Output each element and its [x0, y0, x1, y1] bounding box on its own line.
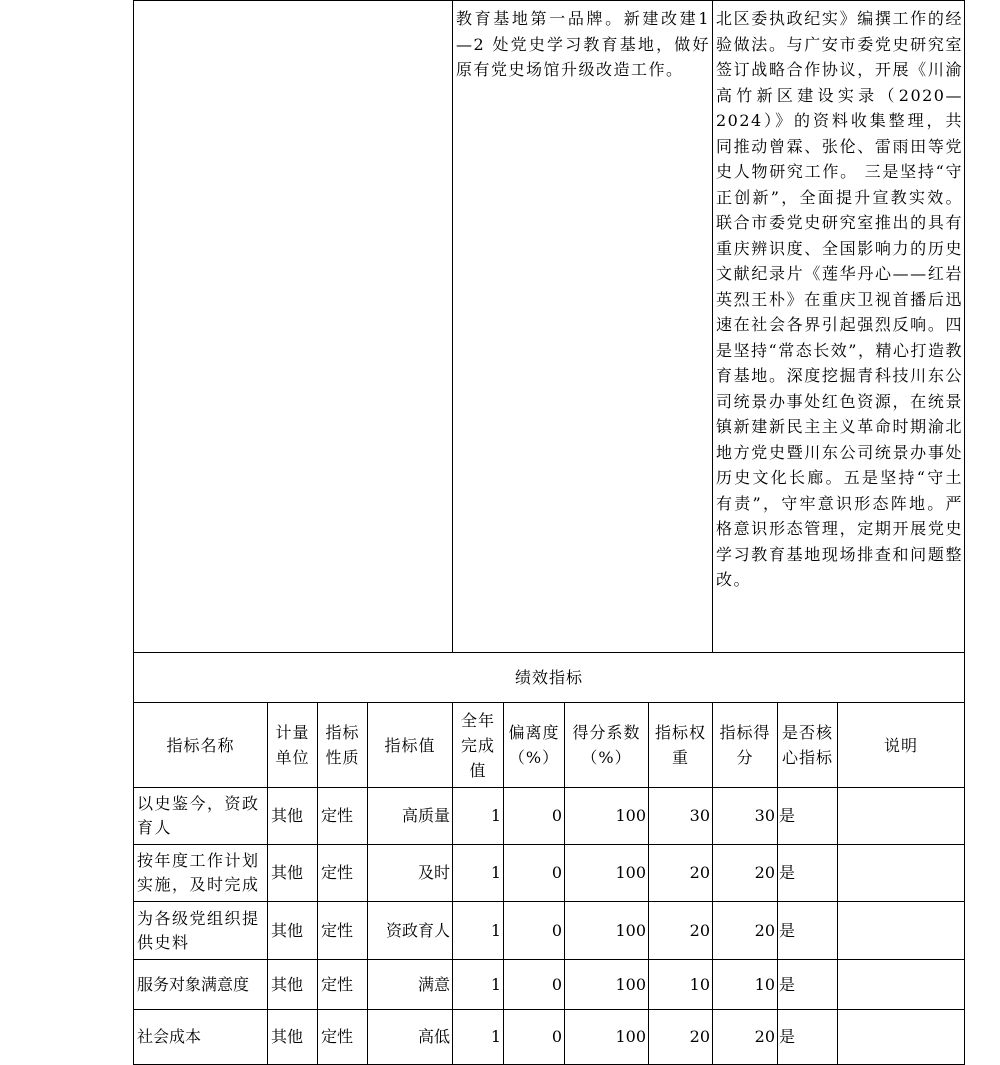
achievement-text-cell: [712, 0, 965, 653]
row2-deviation: [503, 844, 565, 902]
row1-deviation: [503, 787, 565, 845]
row1-unit-text: 其他: [271, 806, 304, 825]
row4-coef: [564, 959, 649, 1010]
row5-score: [712, 1009, 778, 1065]
header-actual-label: 全年完成值: [461, 710, 496, 780]
row3-note: [837, 901, 965, 960]
row5-target: [367, 1009, 453, 1065]
row4-note: [837, 959, 965, 1010]
row3-unit: [267, 901, 318, 960]
header-target-label: 指标值: [384, 735, 436, 755]
row5-target-text: 高低: [417, 1027, 450, 1046]
row4-unit-text: 其他: [271, 974, 304, 994]
row2-core: [777, 844, 838, 902]
performance-table: [133, 0, 965, 1061]
header-name-label: 指标名称: [166, 735, 235, 755]
header-score-label: 指标得分: [719, 723, 771, 767]
header-target: [367, 702, 453, 788]
row1-score-text: 30: [754, 806, 775, 825]
row5-name-text: 社会成本: [137, 1027, 202, 1046]
plan-text: 教育基地第一品牌。新建改建1—2 处党史学习教育基地，做好原有党史场馆升级改造工作。: [456, 9, 710, 79]
header-weight-label: 指标权重: [654, 723, 706, 767]
row3-core: [777, 901, 838, 960]
header-core-label: 是否核心指标: [781, 723, 833, 767]
row3-actual: [452, 901, 504, 960]
row4-weight: [648, 959, 713, 1010]
row1-nature: [317, 787, 368, 845]
row3-unit-text: 其他: [271, 920, 304, 940]
row5-weight: [648, 1009, 713, 1065]
row1-target-text: 高质量: [401, 806, 450, 825]
row2-actual: [452, 844, 504, 902]
row3-actual-text: 1: [490, 920, 501, 940]
row3-coef-text: 100: [615, 920, 646, 940]
row4-coef-text: 100: [615, 974, 646, 994]
row2-target-text: 及时: [417, 863, 450, 882]
row5-score-text: 20: [754, 1027, 775, 1046]
row5-nature-text: 定性: [321, 1027, 354, 1046]
row4-name-text: 服务对象满意度: [137, 974, 250, 994]
row2-deviation-text: 0: [551, 863, 562, 882]
row5-nature: [317, 1009, 368, 1065]
row5-name: [133, 1009, 268, 1065]
header-deviation: [503, 702, 565, 788]
row4-actual-text: 1: [490, 974, 501, 994]
row4-deviation-text: 0: [551, 974, 562, 994]
row1-note: [837, 787, 965, 845]
row3-nature-text: 定性: [321, 920, 354, 940]
row2-score-text: 20: [754, 863, 775, 882]
row2-coef: [564, 844, 649, 902]
row3-target: [367, 901, 453, 960]
row2-name-text: 按年度工作计划实施，及时完成: [137, 851, 260, 894]
header-weight: [648, 702, 713, 788]
header-unit-label: 计量单位: [275, 723, 310, 767]
row3-name-text: 为各级党组织提供史料: [137, 908, 260, 952]
row2-unit-text: 其他: [271, 863, 304, 882]
row5-coef-text: 100: [615, 1027, 646, 1046]
header-score: [712, 702, 778, 788]
blank-cell: [133, 0, 453, 653]
row3-core-text: 是: [779, 920, 796, 940]
row1-actual-text: 1: [490, 806, 501, 825]
row4-core-text: 是: [779, 974, 796, 994]
header-actual: [452, 702, 504, 788]
header-nature-label: 指标性质: [325, 723, 360, 767]
header-coef-label: 得分系数（%）: [572, 723, 641, 767]
row5-actual: [452, 1009, 504, 1065]
row5-actual-text: 1: [490, 1027, 501, 1046]
row2-weight: [648, 844, 713, 902]
row3-score: [712, 901, 778, 960]
row2-name: [133, 844, 268, 902]
row1-target: [367, 787, 453, 845]
row1-coef-text: 100: [615, 806, 646, 825]
header-deviation-label: 偏离度（%）: [508, 723, 560, 767]
row3-weight: [648, 901, 713, 960]
row5-note: [837, 1009, 965, 1065]
row5-coef: [564, 1009, 649, 1065]
row5-unit: [267, 1009, 318, 1065]
row1-nature-text: 定性: [321, 806, 354, 825]
row4-unit: [267, 959, 318, 1010]
header-core: [777, 702, 838, 788]
section-title: [133, 652, 965, 703]
row3-score-text: 20: [754, 920, 775, 940]
row3-deviation-text: 0: [551, 920, 562, 940]
row5-deviation-text: 0: [551, 1027, 562, 1046]
row1-core: [777, 787, 838, 845]
row4-target: [367, 959, 453, 1010]
row1-score: [712, 787, 778, 845]
row2-target: [367, 844, 453, 902]
row1-weight-text: 30: [689, 806, 710, 825]
row4-core: [777, 959, 838, 1010]
row4-name: [133, 959, 268, 1010]
header-note-label: 说明: [883, 735, 918, 755]
achievement-text: 北区委执政纪实》编撰工作的经验做法。与广安市委党史研究室签订战略合作协议，开展《川渝高竹新区建设实录（2020—2024）》的资料收集整理，共同推动曾霖、张伦、雷雨田等党史人物研究工作。 三是坚持“守正创新”，全面提升宣教实效。联合市委党史研究室推出的具有重庆辨识度、全国影响力的历史文献纪录片《莲华丹心——红岩英烈王朴》在重庆卫视首播后迅速在社会各界引起强烈反响。四是坚持“常态长效”，精心打造教育基地。深度挖掘青科技川东公司统景办事处红色资源，在统景镇新建新民主主义革命时期渝北地方党史暨川东公司统景办事处历史文化长廊。五是坚持“守土有责”，守牢意识形态阵地。严格意识形态管理，定期开展党史学习教育基地现场排查和问题整改。: [716, 9, 963, 589]
row2-score: [712, 844, 778, 902]
header-note: [837, 702, 965, 788]
row5-deviation: [503, 1009, 565, 1065]
row4-weight-text: 10: [689, 974, 710, 994]
header-coef: [564, 702, 649, 788]
row1-deviation-text: 0: [551, 806, 562, 825]
row1-unit: [267, 787, 318, 845]
row4-deviation: [503, 959, 565, 1010]
row5-core: [777, 1009, 838, 1065]
section-title-text: 绩效指标: [514, 668, 583, 687]
row4-score: [712, 959, 778, 1010]
row3-deviation: [503, 901, 565, 960]
header-name: [133, 702, 268, 788]
row5-core-text: 是: [779, 1027, 796, 1046]
row2-nature: [317, 844, 368, 902]
header-unit: [267, 702, 318, 788]
row1-actual: [452, 787, 504, 845]
row5-unit-text: 其他: [271, 1027, 304, 1046]
row2-note: [837, 844, 965, 902]
row1-core-text: 是: [779, 806, 796, 825]
row3-weight-text: 20: [689, 920, 710, 940]
row2-nature-text: 定性: [321, 863, 354, 882]
plan-text-cell: [452, 0, 713, 653]
row1-weight: [648, 787, 713, 845]
row2-actual-text: 1: [490, 863, 501, 882]
row1-name-text: 以史鉴今，资政育人: [137, 794, 260, 837]
row4-nature-text: 定性: [321, 974, 354, 994]
row3-coef: [564, 901, 649, 960]
row5-weight-text: 20: [689, 1027, 710, 1046]
row2-unit: [267, 844, 318, 902]
row2-weight-text: 20: [689, 863, 710, 882]
row3-nature: [317, 901, 368, 960]
row4-score-text: 10: [754, 974, 775, 994]
row3-name: [133, 901, 268, 960]
header-nature: [317, 702, 368, 788]
row3-target-text: 资政育人: [385, 920, 450, 940]
row1-name: [133, 787, 268, 845]
row1-coef: [564, 787, 649, 845]
row2-core-text: 是: [779, 863, 796, 882]
row2-coef-text: 100: [615, 863, 646, 882]
row4-actual: [452, 959, 504, 1010]
row4-nature: [317, 959, 368, 1010]
row4-target-text: 满意: [417, 974, 450, 994]
